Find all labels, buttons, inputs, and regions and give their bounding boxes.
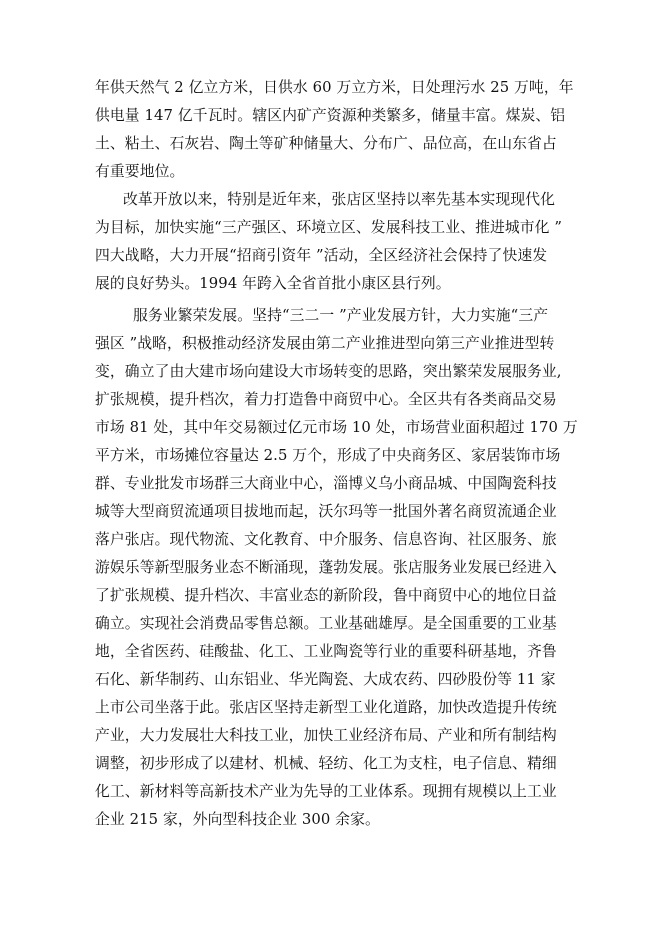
paragraph-line: 强区 ”战略，积极推动经济发展由第二产业推进型向第三产业推进型转 (95, 335, 555, 352)
paragraph-line: 石化、新华制药、山东铝业、华光陶瓷、大成农药、四砂股份等 11 家 (95, 671, 556, 688)
paragraph-line: 土、粘土、石灰岩、陶土等矿种储量大、分布广、品位高，在山东省占 (95, 135, 557, 152)
paragraph-line: 市场 81 处，其中年交易额过亿元市场 10 处，市场营业面积超过 170 万 (95, 419, 578, 436)
paragraph-3 (95, 302, 585, 834)
paragraph-line: 改革开放以来，特别是近年来，张店区坚持以率先基本实现现代化 (123, 191, 556, 208)
paragraph-line: 企业 215 家，外向型科技企业 300 余家。 (95, 811, 380, 828)
paragraph-line: 产业，大力发展壮大科技工业，加快工业经济布局、产业和所有制结构 (95, 727, 557, 744)
paragraph-line: 年供天然气 2 亿立方米，日供水 60 万立方米，日处理污水 25 万吨，年 (95, 79, 574, 96)
paragraph-line: 为目标，加快实施“三产强区、环境立区、发展科技工业、推进城市化 ” (95, 219, 563, 236)
paragraph-line: 有重要地位。 (95, 163, 185, 180)
paragraph-line: 了扩张规模、提升档次、丰富业态的新阶段，鲁中商贸中心的地位日益 (95, 587, 557, 604)
paragraph-line: 落户张店。现代物流、文化教育、中介服务、信息咨询、社区服务、旅 (95, 531, 557, 548)
paragraph-line: 上市公司坐落于此。张店区坚持走新型工业化道路，加快改造提升传统 (95, 699, 557, 716)
paragraph-line: 扩张规模，提升档次，着力打造鲁中商贸中心。全区共有各类商品交易 (95, 391, 557, 408)
paragraph-line: 服务业繁荣发展。坚持“三二一 ”产业发展方针，大力实施“三产 (133, 307, 549, 324)
paragraph-2 (95, 186, 585, 298)
paragraph-line: 化工、新材料等高新技术产业为先导的工业体系。现拥有规模以上工业 (95, 783, 557, 800)
paragraph-line: 群、专业批发市场群三大商业中心，淄博义乌小商品城、中国陶瓷科技 (95, 475, 557, 492)
paragraph-line: 游娱乐等新型服务业态不断涌现，蓬勃发展。张店服务业发展已经进入 (95, 559, 557, 576)
paragraph-line: 地，全省医药、硅酸盐、化工、工业陶瓷等行业的重要科研基地，齐鲁 (95, 643, 557, 660)
paragraph-line: 供电量 147 亿千瓦时。辖区内矿产资源种类繁多，储量丰富。煤炭、铝 (95, 107, 566, 124)
document-body (95, 74, 585, 834)
paragraph-line: 平方米，市场摊位容量达 2.5 万个，形成了中央商务区、家居装饰市场 (95, 447, 561, 464)
paragraph-line: 城等大型商贸流通项目拔地而起，沃尔玛等一批国外著名商贸流通企业 (95, 503, 557, 520)
paragraph-line: 变，确立了由大建市场向建设大市场转变的思路，突出繁荣发展服务业, (95, 363, 562, 380)
paragraph-line: 调整，初步形成了以建材、机械、轻纺、化工为支柱，电子信息、精细 (95, 755, 557, 772)
paragraph-line: 确立。实现社会消费品零售总额。工业基础雄厚。是全国重要的工业基 (95, 615, 557, 632)
paragraph-1 (95, 74, 585, 186)
paragraph-line: 四大战略，大力开展“招商引资年 ”活动，全区经济社会保持了快速发 (95, 247, 548, 264)
paragraph-line: 展的良好势头。1994 年跨入全省首批小康区县行列。 (95, 275, 451, 292)
